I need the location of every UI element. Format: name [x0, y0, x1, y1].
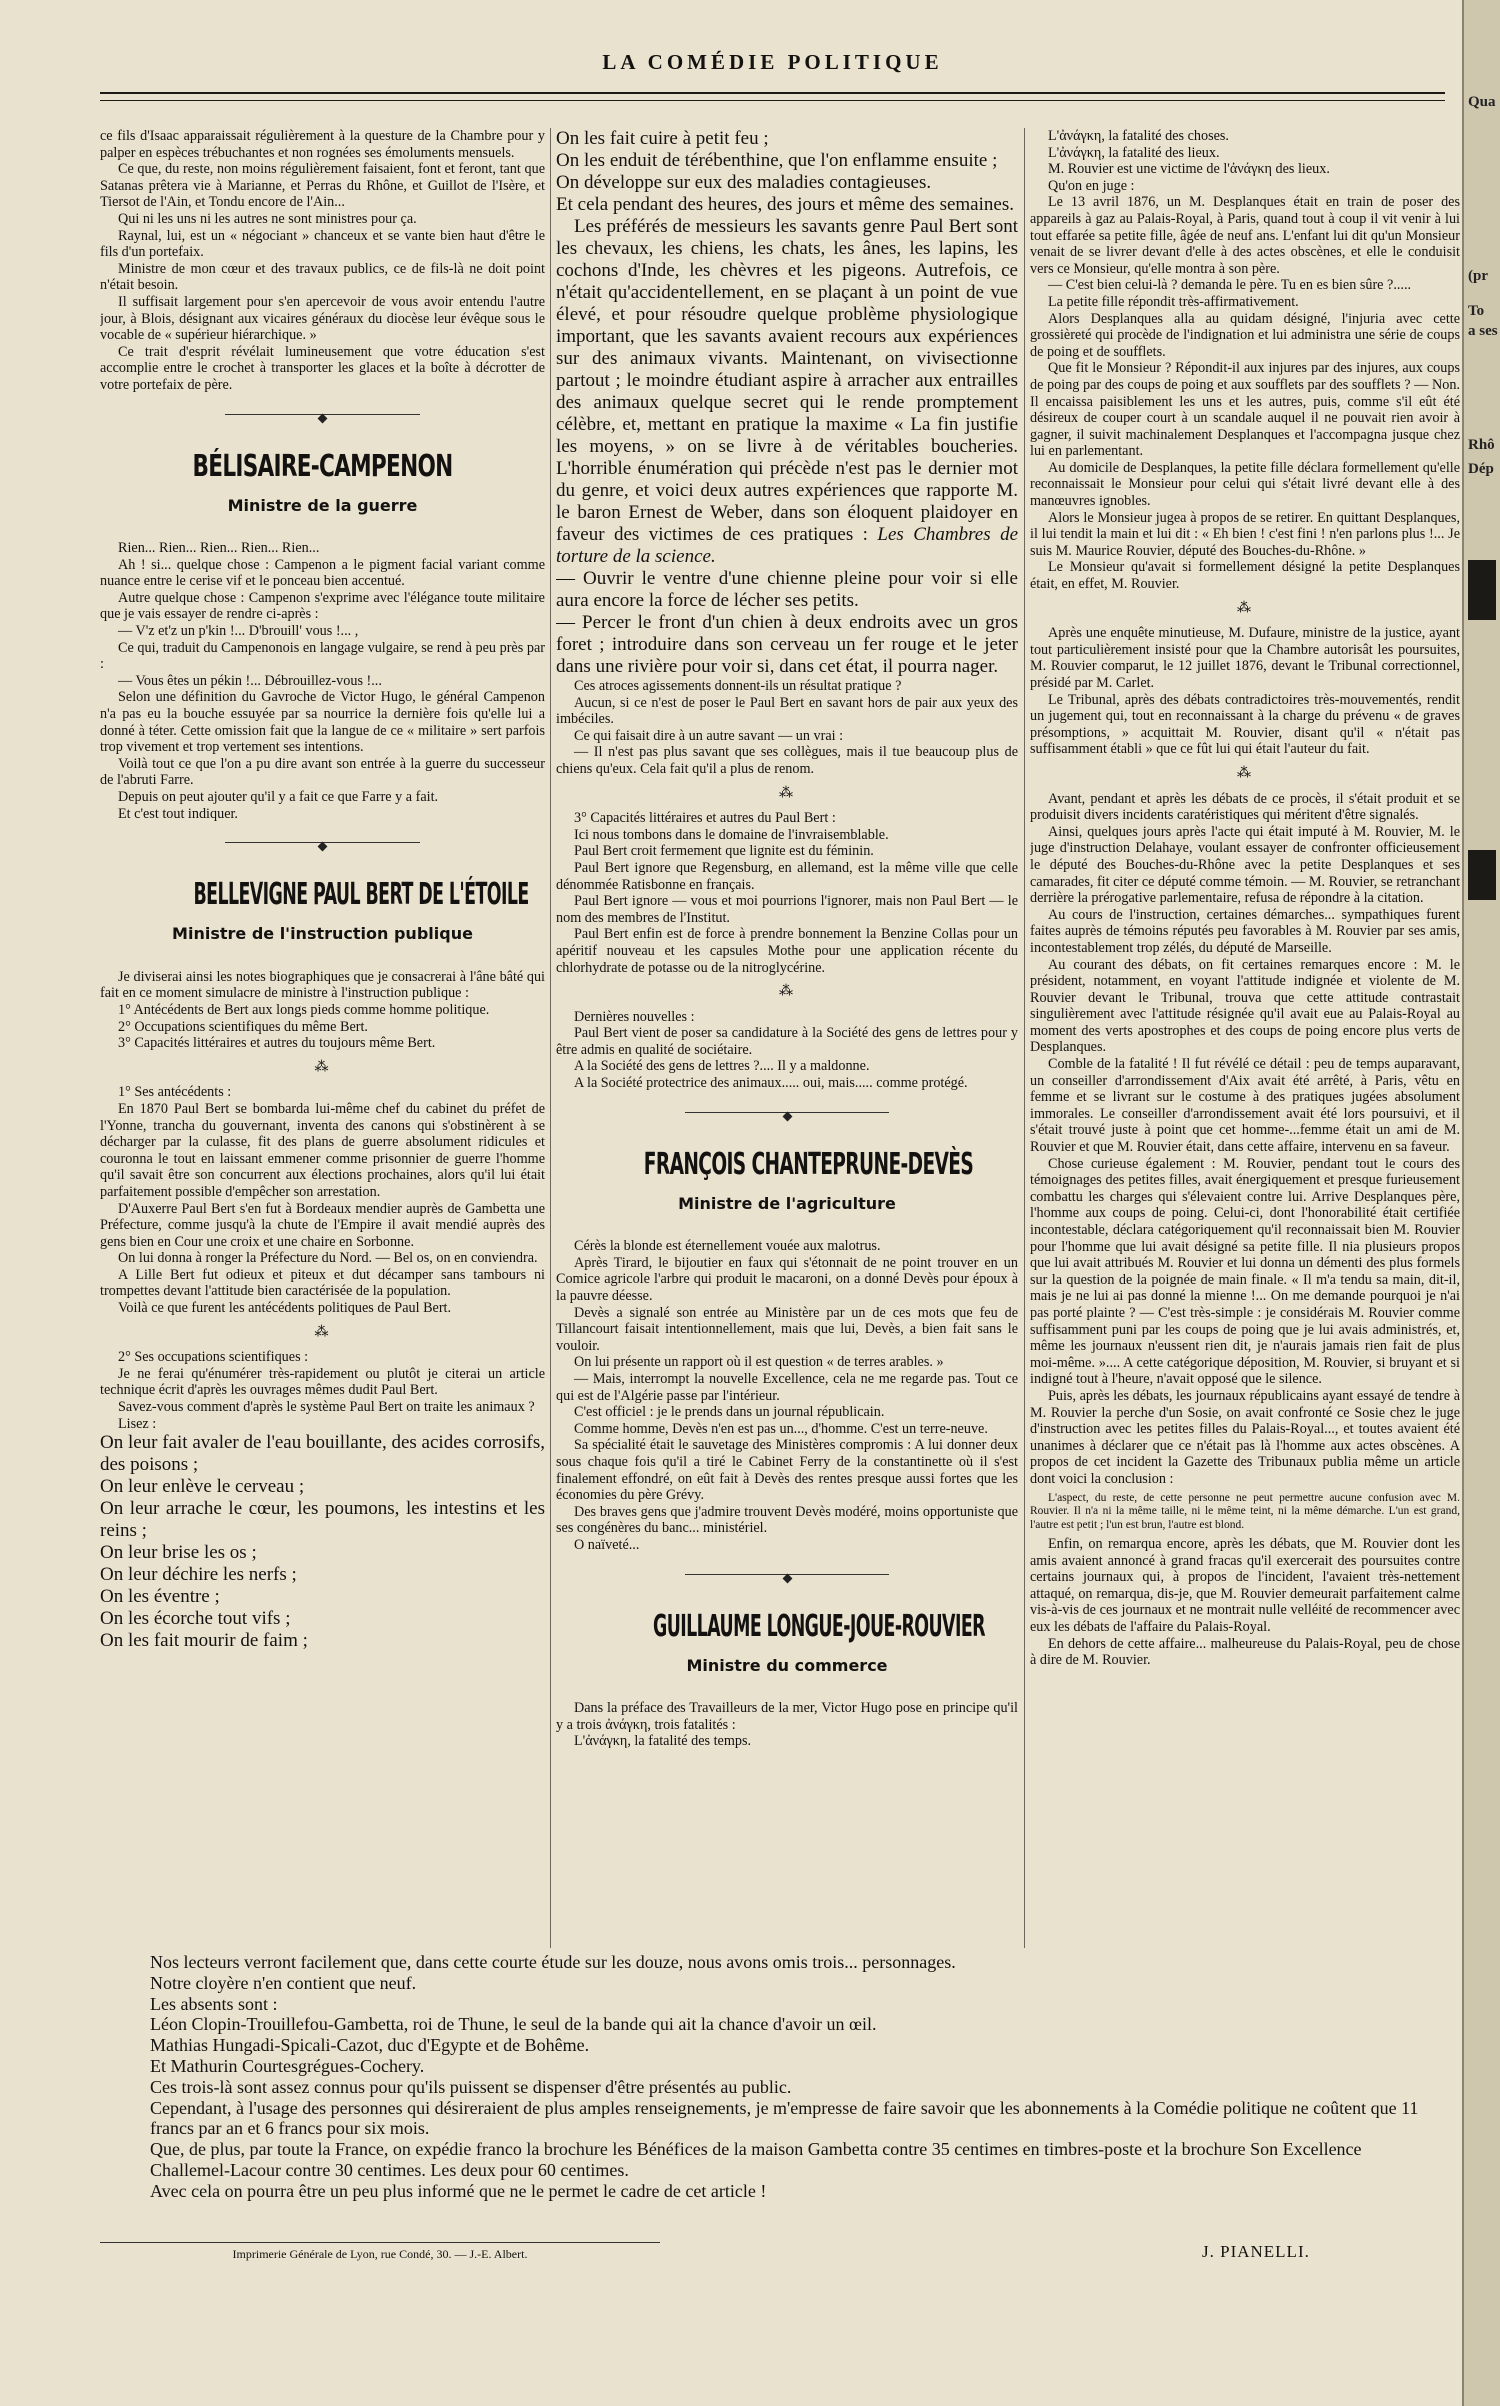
paragraph: Chose curieuse également : M. Rouvier, pendant tout le cours des témoignages des petites filles, avait énergiquement et presque furieusement combattu les charges qui s'élevaient contre lui. Arrive Desplanques père, l'homme aux coups de poing. Celui-ci, dont l'honorabilité était certifiée incontestable, déclara catégoriquement qu'il reconnaissait bien M. Rouvier pour l'homme que lui avait désigné sa petite fille. Il nia plusieurs propos que lui avait attribués M. Rouvier et lui donna un démenti des plus formels sur la question de la poignée de main finale. « Il m'a tendu sa main, dit-il, mais je ne lui ai pas donné la mienne !... On me demande pourquoi je n'ai pas porté plainte ? — C'est très-simple : je considérais M. Rouvier comme suffisamment puni par les coups de poing que je lui avais administrés, et, même les journaux n'eussent rien dit, je n'aurais jamais rien fait de plus moi-même. ».... A cette catégorique déposition, M. Rouvier, si bruyant et si indigné tout à l'heure, n'avait opposé que le silence. — [1030, 1155, 1460, 1388]
quotation: L'aspect, du reste, de cette personne ne peut permettre aucune confusion avec M. Rouvier. Il n'a ni la même taille, ni le même teint, ni la même démarche. L'un est grand, l'autre est petit ; l'un est brun, l'autre est blond. — [1030, 1491, 1460, 1531]
paragraph: Des braves gens que j'admire trouvent Devès modéré, moins opportuniste que ses congénères du banc... ministériel. — [556, 1503, 1018, 1537]
book-title: Les Chambres de torture de la science. — [556, 524, 1018, 567]
diamond-ornament-icon — [782, 1111, 792, 1121]
edge-text: Rhô — [1468, 437, 1495, 453]
asterism-icon: ⁂ — [779, 785, 795, 801]
diamond-ornament-icon — [318, 413, 328, 423]
paragraph: Notre cloyère n'en contient que neuf. — [150, 1972, 417, 1993]
minister-title: Ministre du commerce — [686, 1655, 888, 1675]
paragraph: Je diviserai ainsi les notes biographiques que je consacrerai à l'âne bâté qui fait en ce moment simulacre de ministre à l'instruction publique : — [100, 968, 545, 1002]
printer-imprint: Imprimerie Générale de Lyon, rue Condé, 30. — J.-E. Albert. — [100, 2242, 660, 2262]
paragraph: On lui présente un rapport où il est question « de terres arables. » — [574, 1354, 944, 1371]
paragraph: 3° Capacités littéraires et autres du toujours même Bert. — [118, 1035, 436, 1052]
paragraph: L'ἀνάγκη, la fatalité des lieux. — [1048, 144, 1220, 161]
list-item: On les fait cuire à petit feu ; — [556, 128, 769, 149]
paragraph: Et cela pendant des heures, des jours et même des semaines. — [556, 194, 1014, 215]
paragraph: 2° Occupations scientifiques du même Bert. — [118, 1018, 368, 1035]
paragraph: La petite fille répondit très-affirmativement. — [1048, 293, 1299, 310]
paragraph: ce fils d'Isaac apparaissait régulièrement à la questure de la Chambre pour y palper en espèces trébuchantes et non rognées ses émoluments mensuels. — [100, 128, 545, 161]
paragraph: Au courant des débats, on fit certaines remarques encore : M. le président, notamment, en voyant l'attitude indignée et violente de M. Rouvier devant le Tribunal, trouva que cette attitude contrastait singulièrement avec l'attitude résignée qu'il avait eue au Palais-Royal au moment des verts apostrophes et des coups de poing encore plus verts de Desplanques. — [1030, 956, 1460, 1056]
edge-ink-block — [1468, 560, 1496, 620]
paragraph: 1° Ses antécédents : — [118, 1084, 232, 1101]
list-item: On leur brise les os ; — [100, 1542, 257, 1564]
paragraph: Voilà tout ce que l'on a pu dire avant son entrée à la guerre du successeur de l'abruti Farre. — [100, 755, 545, 789]
paragraph: Ministre de mon cœur et des travaux publics, ce de fils-là ne doit point n'était besoin. — [100, 260, 545, 294]
paragraph: 1° Antécédents de Bert aux longs pieds comme homme politique. — [118, 1001, 490, 1018]
paragraph: Alors Desplanques alla au quidam désigné, l'injuria avec cette grossièreté qui procède de l'indignation et lui administra une série de coups de poing et de soufflets. — [1030, 310, 1460, 360]
paragraph: Ce que, du reste, non moins régulièrement faisaient, font et feront, tant que Satanas prêtera vie à Marianne, et Perras du Rhône, et Guillot de l'Isère, et Tiersot de l'Ain, et Tondu encore de l'Ain... — [100, 161, 545, 211]
edge-text: To — [1468, 303, 1485, 319]
paragraph: M. Rouvier est une victime de l'ἀνάγκη des lieux. — [1048, 161, 1330, 178]
paragraph: Il suffisait largement pour s'en apercevoir de vous avoir entendu l'autre jour, à Blois, désignant aux vicaires généraux du diocèse leur évêque sous le vocable de « supérieur hiérarchique. » — [100, 293, 545, 344]
paragraph: Sa spécialité était le sauvetage des Ministères compromis : A lui donner deux sous chaque fois qu'il a tiré le Cabinet Ferry de la constantinette où il s'est finalement effondré, on eût fait à Devès des rentes presque aussi fortes que les économies du père Grévy. — [556, 1437, 1018, 1504]
paragraph: Le Tribunal, après des débats contradictoires très-mouvementés, rendit un jugement qui, tout en reconnaissant à la charge du prévenu « de graves présomptions, » acquittait M. Rouvier, disant qu'il « n'était pas suffisamment établi » que ce fût lui qui était l'auteur du fait. — [1030, 691, 1460, 758]
paragraph: Et c'est tout indiquer. — [118, 805, 238, 822]
paragraph: A la Société des gens de lettres ?.... Il y a maldonne. — [574, 1058, 870, 1075]
paragraph: Dernières nouvelles : — [574, 1008, 695, 1025]
paragraph: Alors le Monsieur jugea à propos de se retirer. En quittant Desplanques, il lui tendit la main et lui dit : « Eh bien ! c'est fini ! n'en parlons plus !... Je suis M. Maurice Rouvier, député des Bouches-du-Rhône. » — [1030, 509, 1460, 559]
list-item: On les fait mourir de faim ; — [100, 1630, 308, 1652]
paragraph: Le Monsieur qu'avait si formellement désigné la petite Desplanques était, en effet, M. Rouvier. — [1030, 559, 1460, 593]
paragraph: Que, de plus, par toute la France, on expédie franco la brochure les Bénéfices de la maison Gambetta contre 35 centimes en timbres-poste et la brochure Son Excellence Challemel-Lacour contre 30 centimes. Les deux pour 60 centimes. — [150, 2139, 1362, 2180]
section-separator — [100, 410, 545, 420]
paragraph: Avant, pendant et après les débats de ce procès, il s'était produit et se produisit divers incidents caratéristiques qui méritent d'être signalés. — [1030, 790, 1460, 824]
asterism-icon: ⁂ — [779, 984, 795, 1000]
list-item: On les éventre ; — [100, 1586, 220, 1608]
minister-heading — [100, 876, 545, 943]
paragraph: Ce qui, traduit du Campenonois en langage vulgaire, se rend à peu près par : — [100, 639, 545, 673]
paragraph: Dans la préface des Travailleurs de la mer, Victor Hugo pose en principe qu'il y a trois ἀνάγκη, trois fatalités : — [556, 1700, 1018, 1733]
minister-title: Ministre de l'instruction publique — [172, 924, 473, 944]
paragraph: — C'est bien celui-là ? demanda le père. Tu en es bien sûre ?..... — [1048, 277, 1412, 294]
asterism-icon: ⁂ — [1237, 600, 1253, 616]
diamond-ornament-icon — [782, 1573, 792, 1583]
list-item: On développe sur eux des maladies contagieuses. — [556, 172, 932, 193]
paragraph: En dehors de cette affaire... malheureuse du Palais-Royal, peu de chose à dire de M. Rouvier. — [1030, 1635, 1460, 1669]
paragraph: Paul Bert ignore que Regensburg, en allemand, est la même ville que celle dénommée Ratisbonne en français. — [556, 859, 1018, 893]
list-item: On leur fait avaler de l'eau bouillante, des acides corrosifs, des poisons ; — [100, 1432, 545, 1476]
paragraph: Paul Bert ignore — vous et moi pourrions l'ignorer, mais non Paul Bert — le nom des membres de l'Institut. — [556, 893, 1018, 926]
section-separator — [100, 838, 545, 848]
paragraph: Lisez : — [118, 1415, 157, 1432]
edge-text: Qua — [1468, 94, 1496, 110]
minister-heading — [556, 1146, 1018, 1213]
list-item: On leur déchire les nerfs ; — [100, 1564, 297, 1586]
masthead-rule-top — [100, 92, 1445, 94]
column-1 — [100, 128, 545, 1948]
paragraph: Puis, après les débats, les journaux républicains ayant essayé de tendre à M. Rouvier la perche d'un Sosie, on avait confronté ce Sosie chez le juge d'instruction avec les petites filles du Palais-Royal..., et toutes avaient été unanimes à déclarer que ce n'était pas là l'homme aux actes obscènes. A propos de cet incident la Gazette des Tribunaux publia même un article dont voici la conclusion : — [1030, 1387, 1460, 1487]
paragraph: Devès a signalé son entrée au Ministère par un de ces mots que feu de Tillancourt faisait intentionnellement, mais que lui, Devès, a bien fait sans le vouloir. — [556, 1304, 1018, 1354]
paragraph: 3° Capacités littéraires et autres du Paul Bert : — [574, 810, 836, 827]
paragraph: Cérès la blonde est éternellement vouée aux malotrus. — [574, 1238, 881, 1255]
paragraph: Ces atroces agissements donnent-ils un résultat pratique ? — [574, 678, 902, 694]
minister-heading — [100, 448, 545, 515]
paragraph: — Mais, interrompt la nouvelle Excellence, cela ne me regarde pas. Tout ce qui est de l'Algérie passe par l'intérieur. — [556, 1371, 1018, 1404]
paragraph: Ainsi, quelques jours après l'acte qui était imputé à M. Rouvier, M. le juge d'instruction Delahaye, voulant essayer de confronter officieusement le député des Bouches-du-Rhône avec la petite Desplanques et ses camarades, fit citer ce député comme témoin. — M. Rouvier, se retranchant derrière la prérogative parlementaire, refusa de répondre à la citation. — [1030, 823, 1460, 907]
paragraph: Après Tirard, le bijoutier en faux qui s'étonnait de ne point trouver en un Comice agricole l'arbre qui produit le macaroni, on a donné Devès pour époux à la pauvre déesse. — [556, 1254, 1018, 1305]
paragraph: L'ἀνάγκη, la fatalité des temps. — [574, 1733, 752, 1750]
section-separator — [556, 1570, 1018, 1580]
paragraph: Les absents sont : — [150, 1993, 278, 2014]
paragraph — [556, 216, 1018, 568]
paragraph: En 1870 Paul Bert se bombarda lui-même chef du cabinet du préfet de l'Yonne, trancha du gouvernant, inventa des canons qui s'obstinèrent à se décharger par la culasse, fit des plans de guerre absolument ridicules et couronna le tout en laissant emmener comme prisonnier de guerre l'homme qu'il savait être son concurrent aux élections prochaines, alors qu'il lui était parfaitement possible d'empêcher son arrestation. — [100, 1100, 545, 1200]
paragraph: Comme homme, Devès n'en est pas un..., d'homme. C'est un terre-neuve. — [574, 1420, 988, 1437]
list-item: On les écorche tout vifs ; — [100, 1608, 291, 1630]
asterism-icon: ⁂ — [314, 1059, 331, 1075]
minister-name: BELLEVIGNE PAUL BERT DE L'ÉTOILE — [193, 877, 529, 913]
paragraph: Nos lecteurs verront facilement que, dans cette courte étude sur les douze, nous avons omis trois... personnages. — [150, 1952, 956, 1972]
masthead-rule-bottom — [100, 100, 1445, 101]
paragraph: O naïveté... — [574, 1536, 640, 1553]
paragraph: Cependant, à l'usage des personnes qui désireraient de plus amples renseignements, je m'empresse de faire savoir que les abonnements à la Comédie politique ne coûtent que 11 francs par an et 6 francs pour six mois. — [150, 2097, 1419, 2139]
paragraph: Qu'on en juge : — [1048, 177, 1135, 194]
paragraph: Avec cela on pourra être un peu plus informé que ne le permet le cadre de cet article ! — [150, 2180, 767, 2201]
paragraph: Ah ! si... quelque chose : Campenon a le pigment facial variant comme nuance entre le cerise vif et le ponceau bien accentué. — [100, 556, 545, 590]
paragraph: Le 13 avril 1876, un M. Desplanques était en train de poser des appareils à gaz au Palais-Royal, à Paris, quand tout à coup il vit venir à lui tout effarée sa petite fille, âgée de neuf ans. L'enfant lui dit qu'un Monsieur venait de se livrer devant d'elle à des actes obscènes, et elle le conduisit vers ce Monsieur, qu'elle montra à son père. — [1030, 194, 1460, 277]
adjacent-page-edge — [1462, 0, 1500, 2406]
column-divider — [1024, 128, 1025, 1948]
paragraph: — V'z et'z un p'kin !... D'brouill' vous !... , — [118, 623, 359, 640]
minister-title: Ministre de la guerre — [227, 495, 418, 515]
paragraph: — Vous êtes un pékin !... Débrouillez-vous !... — [118, 672, 382, 689]
paragraph: — Il n'est pas plus savant que ses collègues, mais il tue beaucoup plus de chiens qu'eux. Cela fait qu'il a plus de renom. — [556, 744, 1018, 777]
column-2 — [556, 128, 1018, 1948]
paragraph: Qui ni les uns ni les autres ne sont ministres pour ça. — [118, 210, 417, 227]
list-item: Mathias Hungadi-Spicali-Cazot, duc d'Egypte et de Bohême. — [150, 2035, 590, 2056]
paragraph: On lui donna à ronger la Préfecture du Nord. — Bel os, on en conviendra. — [118, 1250, 538, 1267]
paragraph: Depuis on peut ajouter qu'il y a fait ce que Farre y a fait. — [118, 789, 439, 805]
author-signature: J. PIANELLI. — [1202, 2242, 1310, 2261]
paragraph: Au cours de l'instruction, certaines démarches... sympathiques furent faites auprès de témoins réputés peu favorables à M. Rouvier par ses amis, incontestablement trop zélés, du député de Marseille. — [1030, 906, 1460, 956]
paragraph: Que fit le Monsieur ? Répondit-il aux injures par des injures, aux coups de poing par des coups de poing et aux soufflets par des soufflets ? — Non. Il encaissa paisiblement les uns et les autres, puis, comme s'il eût été désireux de couper court à un scandale auquel il ne pouvait rien avoir à gagner, il suivit machinalement Desplanques et l'accompagna jusque chez lui en parlementant. — [1030, 360, 1460, 460]
paragraph: Comble de la fatalité ! Il fut révélé ce détail : peu de temps auparavant, un conseiller d'arrondissement d'Aix avait été arrêté, à Paris, vêtu en femme et se livrant sur le costume à des pratiques jugées absolument immorales. Le conseiller d'arrondissement avait été lors poursuivi, et il s'était trouvé juste à point que cet homme-...femme était un ami de M. Rouvier et que M. Rouvier était, dans cette affaire, intervenu en sa faveur. — [1030, 1056, 1460, 1156]
list-item: On les enduit de térébenthine, que l'on enflamme ensuite ; — [556, 150, 998, 171]
diamond-ornament-icon — [318, 842, 328, 852]
paragraph: Ici nous tombons dans le domaine de l'invraisemblable. — [574, 826, 889, 843]
edge-text: Dép — [1468, 461, 1494, 477]
paragraph: A la Société protectrice des animaux..... oui, mais..... comme protégé. — [574, 1075, 968, 1092]
paragraph: Enfin, on remarqua encore, après les débats, que M. Rouvier dont les amis avaient annoncé à grand fracas qu'il exercerait des poursuites contre certains journaux qui, à propos de l'incident, l'avaient très-nettement attaqué, on remarqua, dis-je, que M. Rouvier demeurait parfaitement calme vis-à-vis de ces journaux et ne montrait nulle velléité de recommencer avec eux les débats de l'affaire du Palais-Royal. — [1030, 1536, 1460, 1635]
list-item: On leur arrache le cœur, les poumons, les intestins et les reins ; — [100, 1498, 545, 1542]
paragraph: C'est officiel : je le prends dans un journal républicain. — [574, 1404, 885, 1421]
paragraph: Rien... Rien... Rien... Rien... Rien... — [118, 540, 320, 557]
paragraph: — Ouvrir le ventre d'une chienne pleine pour voir si elle aura encore la force de lécher ses petits. — [556, 568, 1018, 611]
paragraph: Savez-vous comment d'après le système Paul Bert on traite les animaux ? — [118, 1399, 535, 1416]
list-item: On leur enlève le cerveau ; — [100, 1476, 305, 1498]
paragraph: Paul Bert croit fermement que lignite est du féminin. — [574, 843, 874, 860]
edge-text: a ses — [1468, 323, 1498, 339]
paragraph: L'ἀνάγκη, la fatalité des choses. — [1048, 128, 1229, 144]
paragraph: Je ne ferai qu'énumérer très-rapidement ou plutôt je citerai un article technique écrit d'après les ouvrages mêmes dudit Paul Bert. — [100, 1365, 545, 1399]
paragraph: — Percer le front d'un chien à deux endroits avec un gros foret ; introduire dans son cerveau un fer rouge et le jeter dans une rivière pour voir si, dans cet état, il pourra nager. — [556, 612, 1018, 677]
column-3 — [1030, 128, 1460, 1948]
paragraph: Autre quelque chose : Campenon s'exprime avec l'élégance toute militaire que je vais essayer de rendre ci-après : — [100, 589, 545, 623]
asterism-icon: ⁂ — [1237, 765, 1253, 781]
paragraph: 2° Ses occupations scientifiques : — [118, 1349, 309, 1366]
edge-text: (pr — [1468, 268, 1488, 284]
paragraph: Aucun, si ce n'est de poser le Paul Bert en savant hors de pair aux yeux des imbéciles. — [556, 694, 1018, 728]
minister-heading — [556, 1608, 1018, 1675]
masthead: LA COMÉDIE POLITIQUE — [602, 50, 943, 74]
asterism-icon: ⁂ — [314, 1324, 331, 1340]
list-item: Et Mathurin Courtesgrégues-Cochery. — [150, 2055, 425, 2076]
column-divider — [550, 128, 551, 1948]
paragraph: Ce qui faisait dire à un autre savant — un vrai : — [574, 727, 844, 744]
paragraph: Paul Bert enfin est de force à prendre bonnement la Benzine Collas pour un apéritif nouveau et les capsules Mothe pour une application récente du chlorhydrate de potasse ou de la nitroglycérine. — [556, 926, 1018, 976]
paragraph: Ce trait d'esprit révélait lumineusement que votre éducation s'est accomplie entre le crochet à transporter les glaces et la boîte à décrotter de votre portefaix de père. — [100, 343, 545, 393]
paragraph: Ces trois-là sont assez connus pour qu'ils puissent se dispenser d'être présentés au public. — [150, 2076, 792, 2097]
minister-title: Ministre de l'agriculture — [678, 1193, 896, 1213]
paragraph: Paul Bert vient de poser sa candidature à la Société des gens de lettres pour y être admis en qualité de sociétaire. — [556, 1025, 1018, 1058]
paragraph-text: Les préférés de messieurs les savants genre Paul Bert sont les chevaux, les chiens, les chats, les ânes, les lapins, les cochons d'Inde, les chèvres et les pigeons. Autrefois, ce n'était qu'accidentellement, en se plaçant à un point de vue élevé, et pour résoudre quelque problème physiologique important, que les savants avaient recours aux expériences sur des animaux vivants. Maintenant, on vivisectionne partout ; le moindre étudiant aspire à arracher aux entrailles des animaux quelque secret qui le rende promptement célèbre, et, mettant en pratique la maxime « La fin justifie les moyens, » on se livre à de véritables boucheries. L'horrible énumération qui précède n'est pas le dernier mot du genre, et voici deux autres expériences que rapporte M. le baron Ernest de Weber, dans son éloquent plaidoyer en faveur des victimes de ces pratiques : — [556, 216, 1018, 545]
paragraph: D'Auxerre Paul Bert s'en fut à Bordeaux mendier auprès de Gambetta une Préfecture, comme jusqu'à la chute de l'Empire il avait mendié auprès des gens bien en Cour une croix et une chaire en Sorbonne. — [100, 1200, 545, 1250]
paragraph: Voilà ce que furent les antécédents politiques de Paul Bert. — [118, 1300, 452, 1317]
minister-name: GUILLAUME LONGUE-JOUE-ROUVIER — [653, 1608, 985, 1644]
closing-notes — [150, 1952, 1440, 2202]
paragraph: Raynal, lui, est un « négociant » chanceux et se vante bien haut d'être le fils d'un portefaix. — [100, 227, 545, 261]
paragraph: Au domicile de Desplanques, la petite fille déclara formellement qu'elle reconnaissait le Monsieur pour celui qui s'était livré devant elle à des manœuvres ignobles. — [1030, 459, 1460, 510]
edge-ink-block — [1468, 850, 1496, 900]
paragraph: Après une enquête minutieuse, M. Dufaure, ministre de la justice, ayant tout particulièrement insisté pour que la Chambre autorisât les poursuites, M. Rouvier comparut, le 12 juillet 1876, devant le Tribunal correctionnel, présidé par M. Carlet. — [1030, 625, 1460, 691]
list-item: Léon Clopin-Trouillefou-Gambetta, roi de Thune, le seul de la bande qui ait la chance d'avoir un œil. — [150, 2014, 877, 2035]
paragraph: A Lille Bert fut odieux et piteux et dut décamper sans tambours ni trompettes devant l'attitude bien caractérisée de la population. — [100, 1266, 545, 1300]
section-separator — [556, 1108, 1018, 1118]
minister-name: FRANÇOIS CHANTEPRUNE-DEVÈS — [643, 1146, 974, 1182]
paragraph: Selon une définition du Gavroche de Victor Hugo, le général Campenon n'a pas eu la bouche essuyée par sa nourrice la dernière fois qu'elle lui a donné à téter. Cette omission fait que la langue de ce « militaire » sert parfois trop vivement et trop vertement ses intentions. — [100, 689, 545, 756]
minister-name: BÉLISAIRE-CAMPENON — [192, 448, 453, 484]
